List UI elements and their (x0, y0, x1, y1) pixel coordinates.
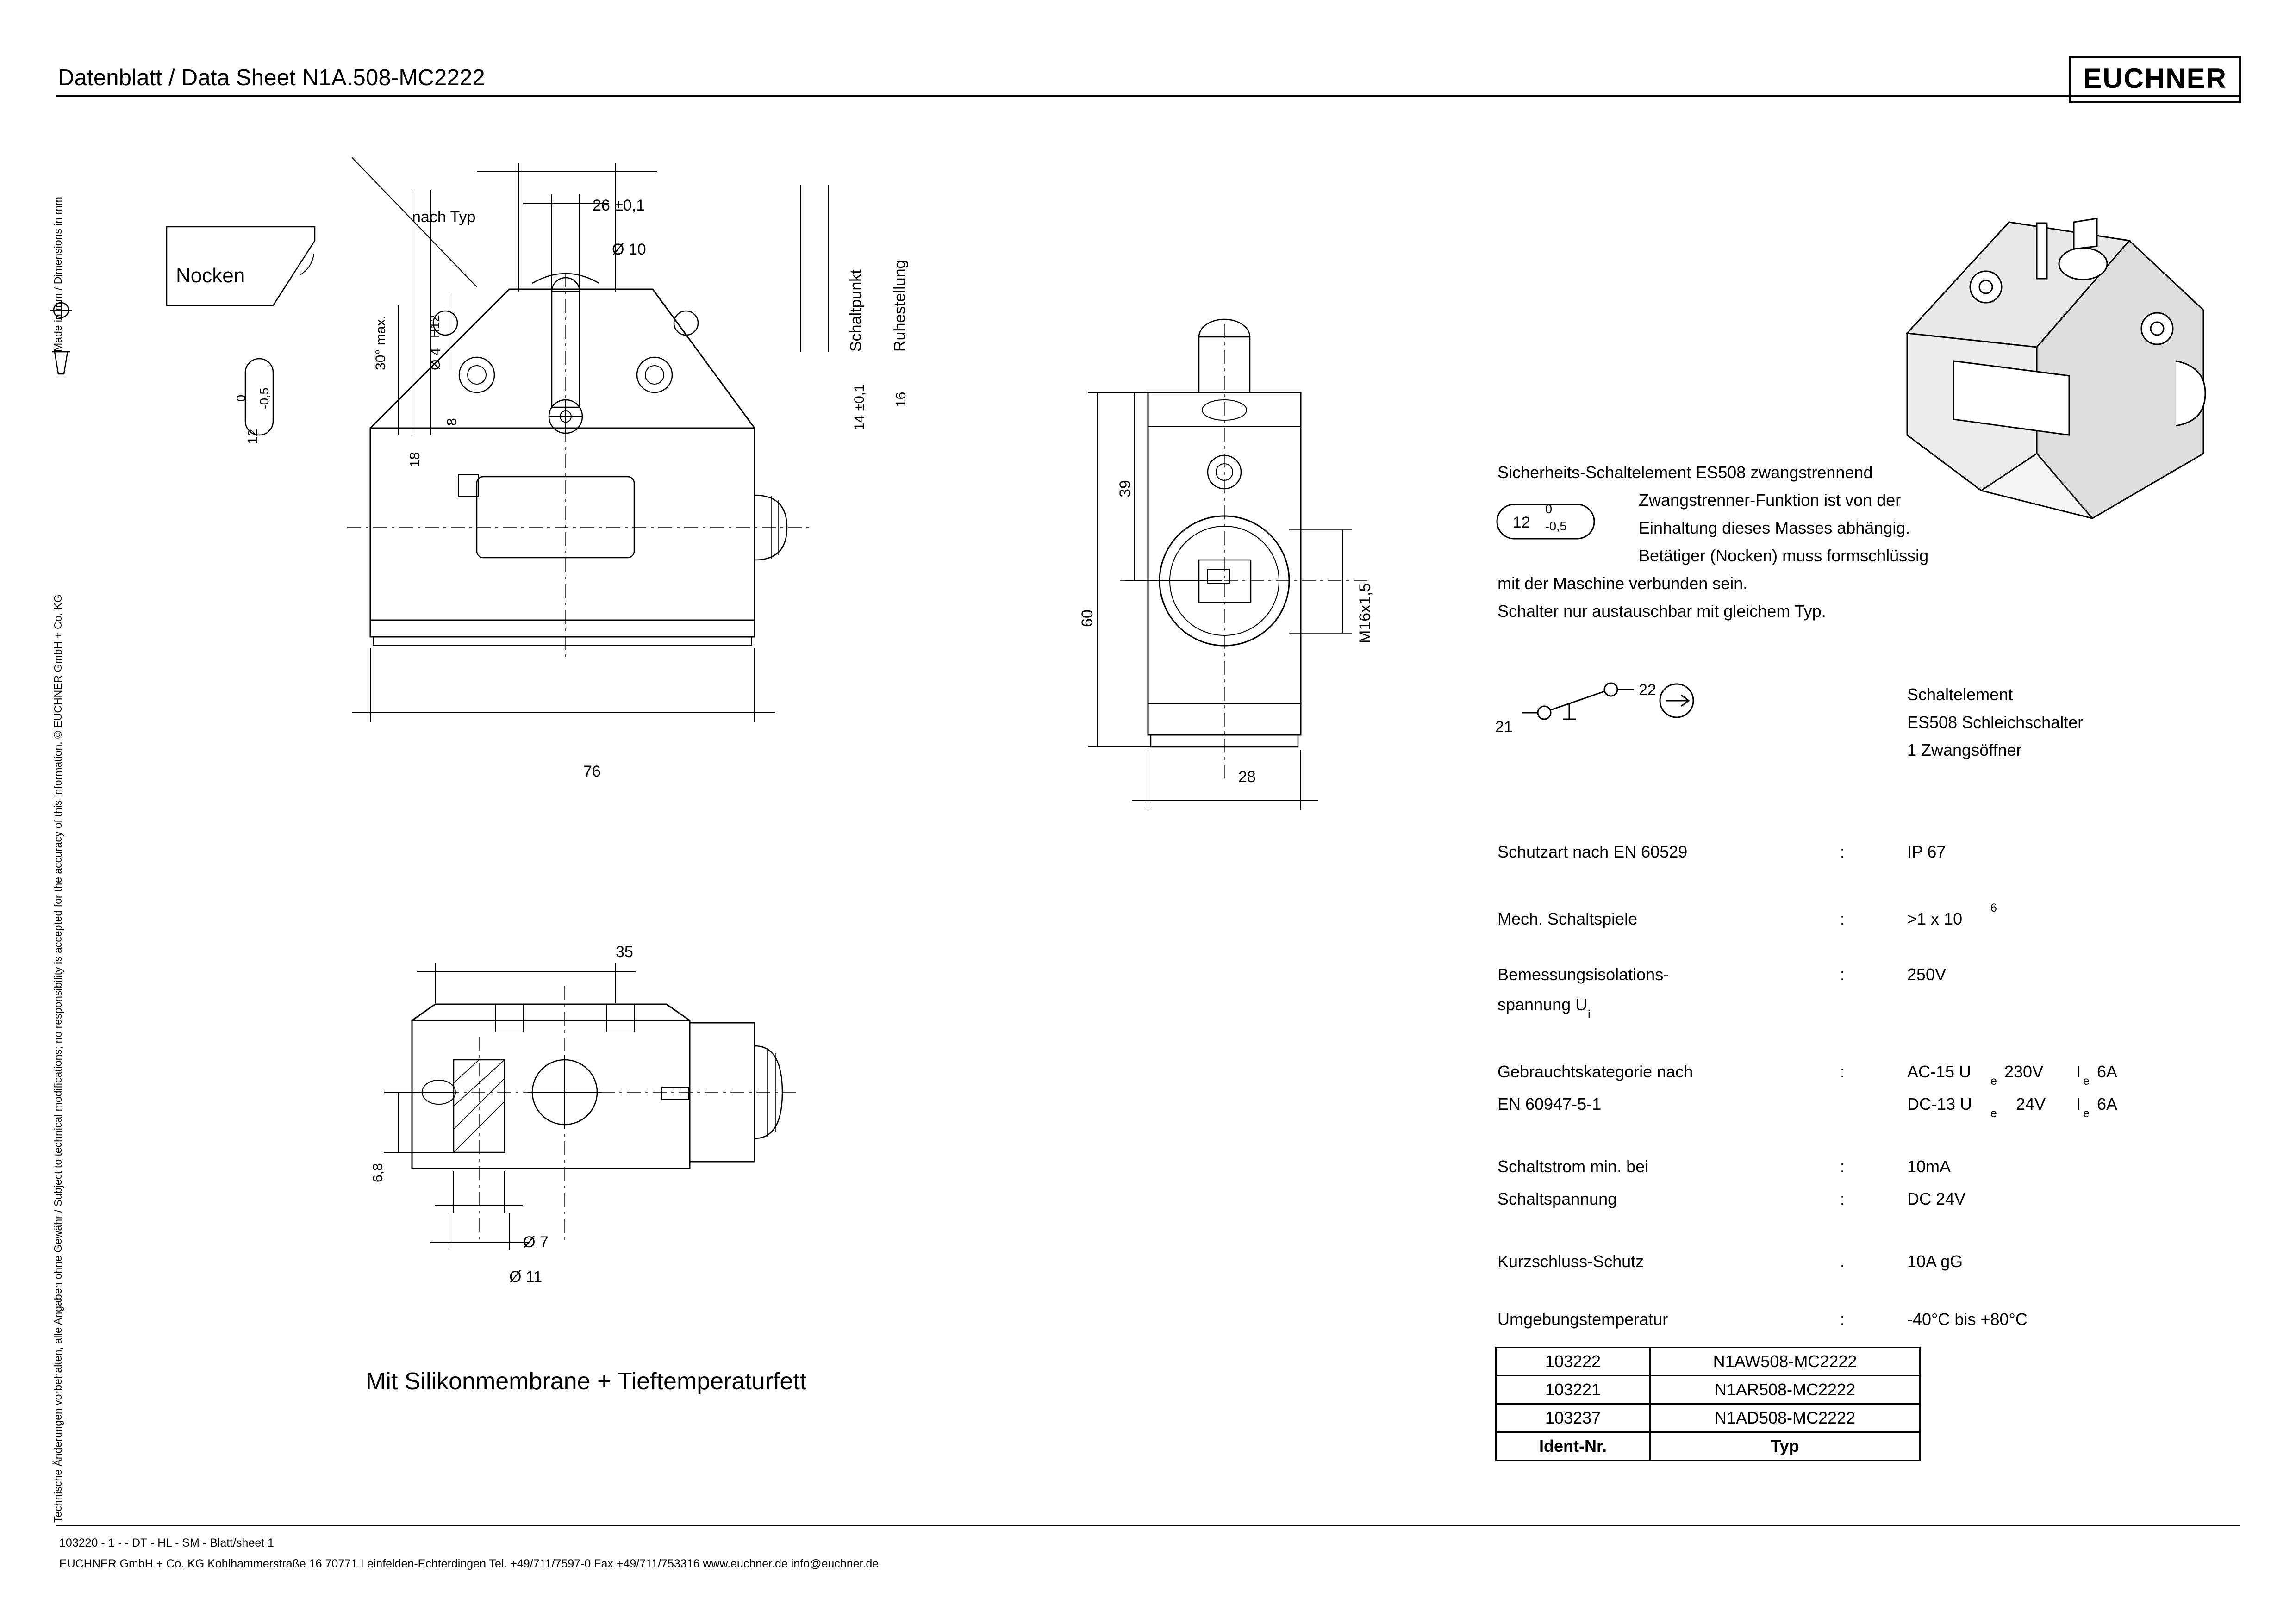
badge-value: 12 (1513, 514, 1530, 531)
spec-value-5-sub-ue: e (1990, 1107, 1997, 1120)
label-nach-typ: nach Typ (412, 208, 476, 226)
spec-value-4-ie-label: I (2076, 1062, 2081, 1081)
spec-sep-7: : (1840, 1189, 1845, 1208)
header-rule (56, 95, 2240, 97)
spec-sep-1: : (1840, 909, 1845, 928)
product-caption: Mit Silikonmembrane + Tieftemperaturfett (366, 1368, 807, 1395)
spec-label-9: Umgebungstemperatur (1497, 1310, 1668, 1329)
note-line-4: Betätiger (Nocken) muss formschlüssig (1639, 546, 1929, 565)
cell-typ-0: N1AW508-MC2222 (1650, 1348, 1920, 1376)
company-logo: EUCHNER (2069, 56, 2241, 103)
svg-text:Nocken: Nocken (176, 264, 245, 287)
spec-label-8: Kurzschluss-Schutz (1497, 1252, 1644, 1271)
dim-12-tol-bot: -0,5 (257, 387, 271, 409)
spec-label-2: Bemessungsisolations- (1497, 965, 1669, 984)
dim-h12: H12 (428, 315, 442, 338)
cell-typ-1: N1AR508-MC2222 (1650, 1376, 1920, 1404)
spec-label-1: Mech. Schaltspiele (1497, 909, 1638, 928)
contact-title: Schaltelement (1907, 685, 2013, 704)
spec-label-3-subscript: i (1588, 1008, 1591, 1021)
spec-value-7: DC 24V (1907, 1189, 1966, 1208)
badge-tol-top: 0 (1545, 502, 1553, 516)
note-line-2: Zwangstrenner-Funktion ist von der (1639, 491, 1901, 510)
dim-35: 35 (616, 943, 633, 961)
spec-value-4-sub-ue: e (1990, 1075, 1997, 1088)
dim-76: 76 (583, 763, 601, 780)
header-typ: Typ (1650, 1432, 1920, 1461)
spec-sep-4: : (1840, 1062, 1845, 1081)
dim-68: 6,8 (370, 1163, 386, 1182)
footer-address: EUCHNER GmbH + Co. KG Kohlhammerstraße 16 70771 Leinfelden-Echterdingen Tel. +49/711/7597-0 Fax +49/711/753316 www.euchner.de info@euchner.de (59, 1557, 879, 1570)
dim-26: 26 ±0,1 (593, 197, 645, 214)
label-ruhestellung: Ruhestellung (891, 260, 909, 352)
dim-30-max: 30° max. (373, 315, 388, 370)
spec-label-7: Schaltspannung (1497, 1189, 1617, 1208)
spec-value-4b: 230V (2004, 1062, 2044, 1081)
legal-notice: Technische Änderungen vorbehalten, alle Angaben ohne Gewähr / Subject to technical modifications; no responsibility is accepted for the accuracy of this information. © EUCHNER GmbH + Co. KG (52, 594, 64, 1523)
spec-value-8: 10A gG (1907, 1252, 1963, 1271)
dim-16: 16 (893, 392, 909, 407)
spec-sep-8: . (1840, 1252, 1845, 1271)
spec-value-5b: 24V (2016, 1094, 2046, 1113)
spec-value-6: 10mA (1907, 1157, 1951, 1176)
spec-value-0: IP 67 (1907, 842, 1946, 861)
header-ident: Ident-Nr. (1496, 1432, 1650, 1461)
page-title: Datenblatt / Data Sheet N1A.508-MC2222 (58, 65, 485, 90)
spec-sep-9: : (1840, 1310, 1845, 1329)
note-line-1: Sicherheits-Schaltelement ES508 zwangstrennend (1497, 463, 1873, 482)
spec-sep-6: : (1840, 1157, 1845, 1176)
dim-d4: Ø 4 (428, 348, 443, 370)
dim-d10: Ø 10 (612, 241, 646, 258)
note-line-3: Einhaltung dieses Masses abhängig. (1639, 518, 1910, 537)
dim-12-tol-top: 0 (234, 394, 248, 402)
contact-line-2: ES508 Schleichschalter (1907, 713, 2084, 732)
footer-doc-id: 103220 - 1 - - DT - HL - SM - Blatt/sheet 1 (59, 1536, 275, 1549)
dim-m16: M16x1,5 (1356, 583, 1374, 643)
cell-ident-2: 103237 (1496, 1404, 1650, 1432)
cell-ident-1: 103221 (1496, 1376, 1650, 1404)
table-row (1496, 1376, 1920, 1404)
dim-60: 60 (1079, 609, 1096, 627)
side-view-drawing (1037, 319, 1546, 875)
spec-value-1-exponent: 6 (1990, 902, 1997, 914)
spec-label-5: EN 60947-5-1 (1497, 1094, 1602, 1113)
part-number-table (1495, 1347, 1921, 1461)
dim-d7: Ø 7 (523, 1233, 549, 1251)
dim-18: 18 (407, 452, 423, 467)
dimensions-note: Made in mm / Dimensions in mm (52, 197, 64, 352)
spec-sep-0: : (1840, 842, 1845, 861)
table-header-row (1496, 1432, 1920, 1461)
footer-rule (56, 1525, 2240, 1526)
cell-typ-2: N1AD508-MC2222 (1650, 1404, 1920, 1432)
label-schaltpunkt: Schaltpunkt (847, 269, 865, 352)
spec-value-2: 250V (1907, 965, 1947, 984)
spec-value-4-sub-ie: e (2083, 1075, 2090, 1088)
terminal-22: 22 (1639, 681, 1656, 699)
dim-39: 39 (1117, 480, 1134, 497)
cell-ident-0: 103222 (1496, 1348, 1650, 1376)
spec-value-4: AC-15 U (1907, 1062, 1972, 1081)
spec-value-9: -40°C bis +80°C (1907, 1310, 2028, 1329)
dim-28: 28 (1238, 768, 1256, 786)
table-row (1496, 1348, 1920, 1376)
spec-sep-2: : (1840, 965, 1845, 984)
spec-label-0: Schutzart nach EN 60529 (1497, 842, 1688, 861)
spec-value-5-sub-ie: e (2083, 1107, 2090, 1120)
dim-12: 12 (245, 429, 261, 444)
spec-label-6: Schaltstrom min. bei (1497, 1157, 1649, 1176)
spec-label-4: Gebrauchtskategorie nach (1497, 1062, 1693, 1081)
spec-value-1: >1 x 10 (1907, 909, 1963, 928)
contact-line-3: 1 Zwangsöffner (1907, 740, 2022, 759)
spec-value-5: DC-13 U (1907, 1094, 1972, 1113)
badge-tol-bot: -0,5 (1545, 519, 1567, 533)
spec-label-3: spannung U (1497, 995, 1588, 1014)
dim-14: 14 ±0,1 (852, 384, 867, 430)
table-row (1496, 1404, 1920, 1432)
projection-symbol (45, 296, 78, 417)
product-3d-illustration (1870, 194, 2287, 546)
dim-d11: Ø 11 (509, 1268, 543, 1286)
spec-value-5-ie-label: I (2076, 1094, 2081, 1113)
spec-value-5c: 6A (2097, 1094, 2118, 1113)
spec-value-4c: 6A (2097, 1062, 2118, 1081)
note-line-5: mit der Maschine verbunden sein. (1497, 574, 1748, 593)
dim-8: 8 (444, 418, 460, 426)
note-line-6: Schalter nur austauschbar mit gleichem Typ. (1497, 602, 1826, 621)
terminal-21: 21 (1495, 718, 1513, 736)
top-view-drawing (384, 953, 986, 1277)
